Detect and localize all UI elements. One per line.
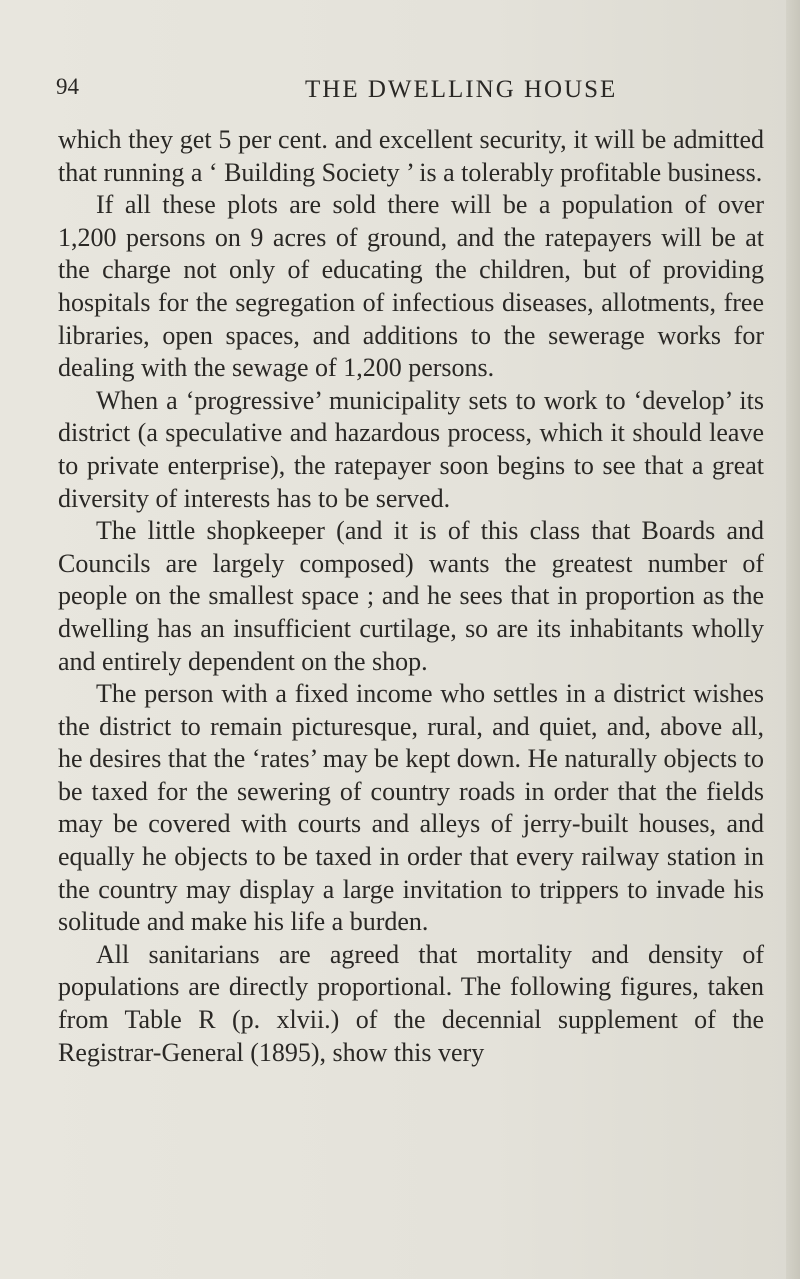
paragraph-progressive-municipality: When a ‘progressive’ municipality sets to work to ‘develop’ its district (a speculative and hazardous process, which it should leave to private enterprise), the ratepayer soon begins to see that a great diversity of interests has to be served. [58,385,764,513]
page-number: 94 [56,74,79,99]
running-head [56,74,776,114]
running-title: THE DWELLING HOUSE [305,76,618,103]
paragraph-building-society: which they get 5 per cent. and excellent security, it will be admitted that running a ‘ Building Society ’ is a tolerably profitable business. [58,125,764,187]
page-edge [786,0,800,1279]
paragraph-shopkeeper: The little shopkeeper (and it is of this class that Boards and Councils are largely composed) wants the greatest number of people on the smallest space ; and he sees that in proportion as the dwelling has an insufficient curtilage, so are its inhabitants wholly and entirely dependent on the shop. [58,516,764,676]
paragraph-population: If all these plots are sold there will be a population of over 1,200 persons on 9 acres of ground, and the ratepayers will be at the charge not only of educating the children, but of providing hospitals for the segregation of infectious diseases, allotments, free libraries, open spaces, and additions to the sewerage works for dealing with the sewage of 1,200 persons. [58,190,764,383]
body-text [58,124,764,1069]
paragraph-fixed-income: The person with a fixed income who settles in a district wishes the district to remain picturesque, rural, and quiet, and, above all, he desires that the ‘rates’ may be kept down. He naturally objects to be taxed for the sewering of country roads in order that the fields may be covered with courts and alleys of jerry-built houses, and equally he objects to be taxed in order that every railway station in the country may display a large invitation to trippers to invade his solitude and make his life a burden. [58,679,764,937]
paragraph-sanitarians: All sanitarians are agreed that mortality and density of populations are directly proportional. The following figures, taken from Table R (p. xlvii.) of the decennial supplement of the Registrar-General (1895), show this very [58,939,764,1067]
